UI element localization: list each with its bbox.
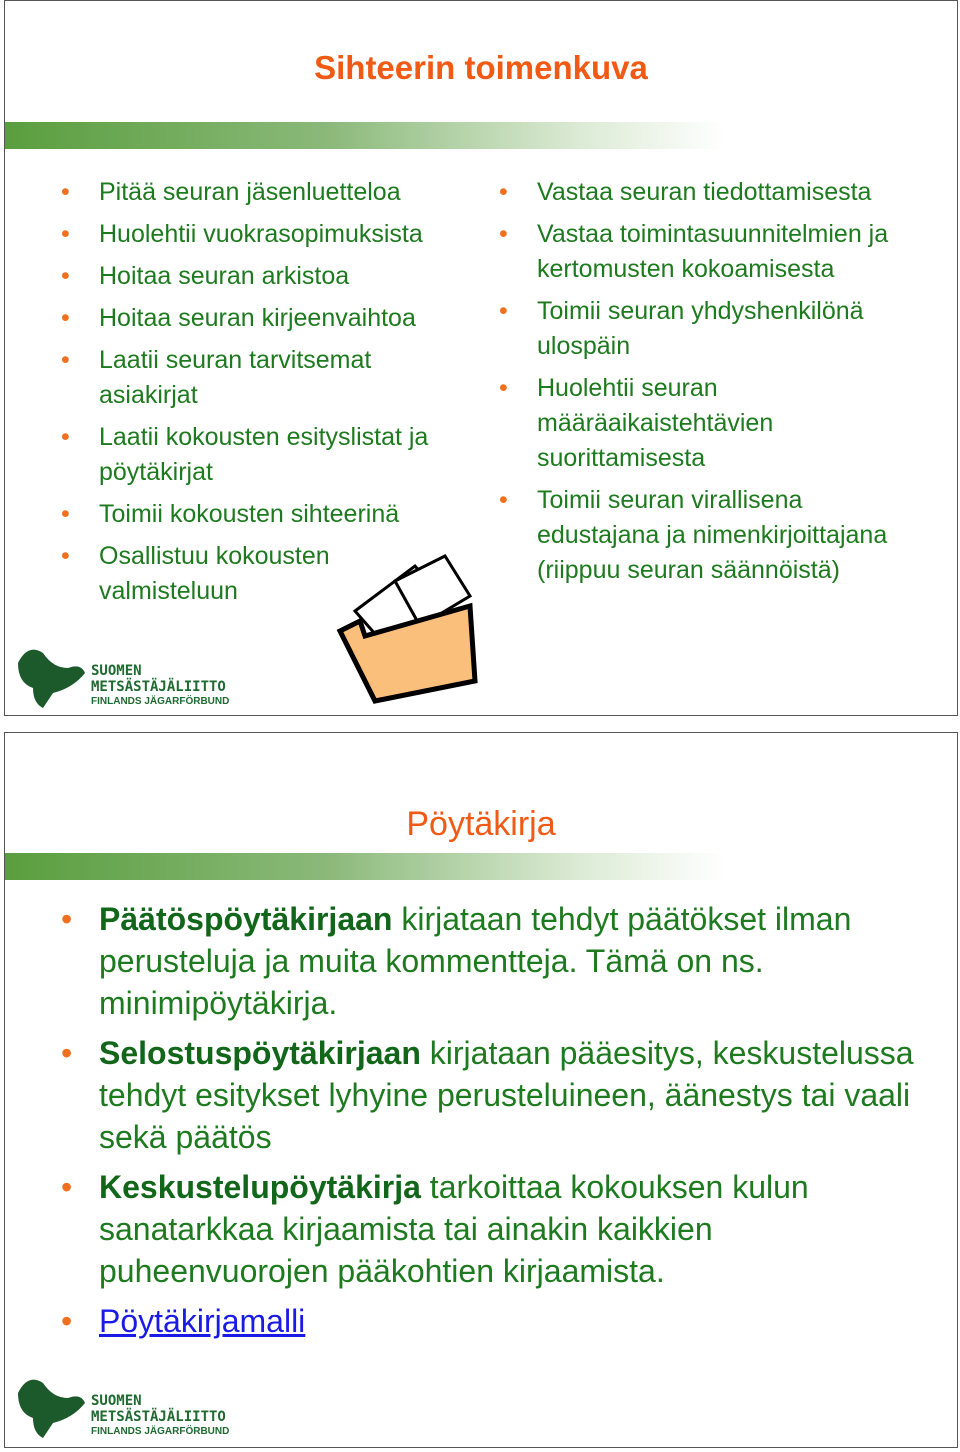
- list-item: • Laatii seuran tarvitsemat asiakirjat: [61, 343, 439, 413]
- list-item: • Vastaa toimintasuunnitelmien ja kertomusten kokoamisesta: [499, 217, 937, 287]
- folder-documents-icon: [335, 551, 485, 711]
- title-gradient-band: [5, 853, 725, 880]
- list-item: • Selostuspöytäkirjaan kirjataan pääesitys, keskustelussa tehdyt esitykset lyhyine perusteluineen, äänestys tai vaali sekä päätös: [61, 1032, 941, 1158]
- bullet-list: [61, 898, 941, 1350]
- capercaillie-icon: [13, 643, 88, 711]
- list-item: • Päätöspöytäkirjaan kirjataan tehdyt päätökset ilman perusteluja ja muita kommentteja. Tämä on ns. minimipöytäkirja.: [61, 898, 941, 1024]
- list-item: • Pitää seuran jäsenluetteloa: [61, 175, 481, 210]
- slide-poytakirja: [4, 732, 958, 1448]
- slide-title: Sihteerin toimenkuva: [314, 49, 648, 86]
- left-bullet-list: [61, 175, 481, 616]
- list-item: • Huolehtii seuran määräaikaistehtävien suorittamisesta: [499, 371, 857, 476]
- title-gradient-band: [5, 122, 725, 149]
- list-item: • Huolehtii vuokrasopimuksista: [61, 217, 481, 252]
- list-item: [61, 1300, 941, 1342]
- list-item: • Vastaa seuran tiedottamisesta: [499, 175, 929, 210]
- list-item: • Osallistuu kokousten valmisteluun: [61, 539, 399, 609]
- suomen-metsastajaliitto-logo: SUOMEN METSÄSTÄJÄLIITTO FINLANDS JÄGARFÖRBUND: [13, 643, 243, 713]
- poytakirjamalli-link[interactable]: Pöytäkirjamalli: [99, 1303, 306, 1339]
- list-item: • Toimii seuran yhdyshenkilönä ulospäin: [499, 294, 937, 364]
- list-item: • Toimii kokousten sihteerinä: [61, 497, 481, 532]
- capercaillie-icon: [13, 1373, 88, 1441]
- suomen-metsastajaliitto-logo: SUOMEN METSÄSTÄJÄLIITTO FINLANDS JÄGARFÖRBUND: [13, 1373, 243, 1443]
- list-item: • Hoitaa seuran arkistoa: [61, 259, 481, 294]
- list-item: • Toimii seuran virallisena edustajana ja nimenkirjoittajana (riippuu seuran säännöistä): [499, 483, 907, 588]
- list-item: • Laatii kokousten esityslistat ja pöytäkirjat: [61, 420, 499, 490]
- right-bullet-list: [499, 175, 929, 595]
- slide-title: Pöytäkirja: [406, 805, 556, 843]
- slide-sihteerin-toimenkuva: [4, 0, 958, 716]
- list-item: • Keskustelupöytäkirja tarkoittaa kokouksen kulun sanatarkkaa kirjaamista tai ainakin kaikkien puheenvuorojen pääkohtien kirjaamista.: [61, 1166, 941, 1292]
- list-item: • Hoitaa seuran kirjeenvaihtoa: [61, 301, 481, 336]
